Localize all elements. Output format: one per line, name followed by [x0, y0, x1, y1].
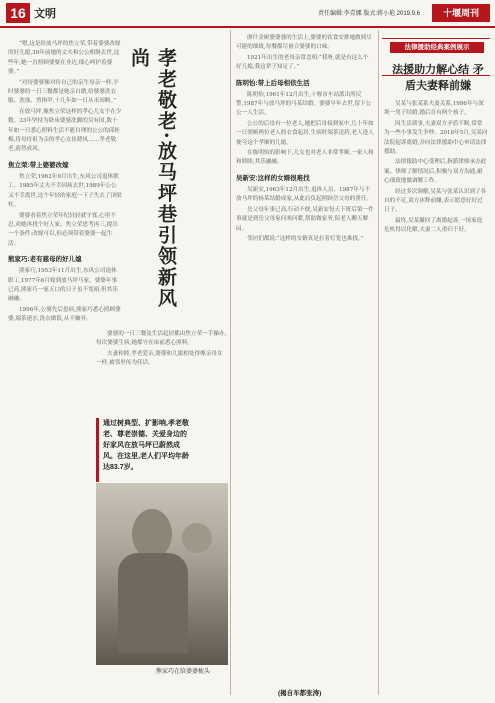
page-header [0, 0, 495, 28]
col3-paragraph: 在陈明怡的影响下,儿女也对老人非常孝顺,一家人和和睦睦,其乐融融。 [236, 150, 374, 166]
col3-paragraph: 吴新安,1963年12月出生,退休人员。1987年与不放马坪的杨某结婚成家,从此肩负起照顾岳父母的重任。 [236, 186, 373, 203]
col4-paragraph: 最终,吴某撤回了离婚起诉,一场家庭危机得以化解,夫妻二人重归于好。 [384, 217, 483, 234]
law-headline: 法援助力解心结 矛盾夫妻释前嫌 [392, 63, 484, 92]
col3-paragraph: 1921年出生的老母亲常念叨:“我呀,就是有这么个好儿媳,我这辈子知足了。” [236, 54, 369, 71]
editor-credits: 责任编辑:李壹娜 版式:蒋小艳 2019.9.6 [318, 11, 421, 17]
col4-paragraph: 因生活琐事,夫妻双方矛盾不断,常常为一些小事发生争吵。2018年5月,吴某向法院起诉离婚,并向法律援助中心申请法律援助。 [384, 120, 488, 156]
column-divider [378, 30, 379, 695]
col2-paragraph: 夫妻和睦,孝老爱亲,婆婆和儿媳相处得像亲母女一样,被邻里传为佳话。 [96, 350, 223, 367]
col1-paragraph: “对待婆婆像对待自己的亲生母亲一样,平时婆婆的一日三餐都是她亲自做,给婆婆洗衣服、洗澡、剪指甲,十几年如一日从未间断。” [8, 79, 119, 105]
col1-paragraph: 焦立荣,1962年9月出生,东风公司退休职工。1985年丈夫不幸因病去世,1989年公公又不幸离世,这个年轻的家庭一下子失去了顶梁柱。 [8, 173, 122, 209]
col4-paragraph: 法律援助中心受理后,指派律师承办此案。律师了解情况后,积极与双方沟通,耐心细致地做调解工作。 [384, 159, 487, 185]
section-name: 文明 [34, 8, 56, 20]
page-number: 16 [6, 3, 30, 23]
main-headline: 孝老敬老·放马坪巷引领新风尚 [128, 48, 177, 309]
col3-subhead-1: 陈明怡:带上后母相依生活 [236, 79, 310, 87]
col1-paragraph: 婆婆看着焦立荣年纪轻轻就守寡,心里不忍,劝她再找个好人家。焦立荣思考再三,提出一个条件:改嫁可以,但必须带着婆婆一起生活。 [8, 212, 118, 247]
col3-paragraph: 廖什金顾婆婆婆的生活上,婆婆的饮食安排她做到尽可能的细致,每餐都尽量合婆婆的口味。 [236, 35, 372, 51]
column-3 [236, 34, 374, 245]
column-2 [96, 330, 228, 370]
photo-figure-secondary [182, 523, 212, 553]
col1-paragraph: 熊家巧,1953年11月出生,东风公司退休职工,1977年6月嫁到放马坪马家。婆婆年事已高,熊家巧一家五口的日子虽不宽裕,但其乐融融。 [8, 268, 118, 303]
col4-paragraph: 经过多次调解,吴某与张某认识到了各自的不足,双方冰释前嫌,表示愿意好好过日子。 [384, 188, 487, 214]
masthead: 十堰周刊 [432, 4, 490, 22]
col3-paragraph: 岳父母年事已高,行动不便,吴新安每天下班后第一件事就是到岳父母家问寒问暖,帮助做家务,陪老人聊天解闷。 [236, 206, 374, 232]
col3-subhead-2: 吴新安:这样的女婿很难找 [236, 174, 310, 182]
col3-paragraph: 公公的后母有一位老人,她把后母接到家中,几十年如一日照顾两位老人的衣食起居,生病时端茶送药,老人逢人便夸这个孝顺的儿媳。 [236, 120, 374, 146]
col1-paragraph: 1996年,公婆先后患病,熊家巧悉心照顾婆婆,端茶递水,洗衣做饭,从不嫌弃。 [8, 306, 121, 323]
column-1 [8, 40, 122, 326]
col2-paragraph: 婆婆的一日三餐及生活起居都由焦立荣一手操办,每次婆婆生病,她都守在床前悉心照料。 [96, 331, 227, 347]
col3-paragraph: 陈明怡,1961年12月出生,十堰市车站派出所民警,1987年与放马坪的马某结婚。婆婆早年去世,留下公公一人生活。 [236, 91, 372, 117]
photo-figure-body [118, 553, 188, 653]
col1-subhead-1: 焦立荣:带上婆婆改嫁 [8, 161, 69, 169]
photo-caption: 熊家巧在给婆婆梳头 [155, 669, 210, 675]
col1-paragraph: “嗯,这是给放马坪的焦立荣,带着婆婆改嫁的好儿媳,30年前她的丈夫和公公相继去世,这些年,她一直照顾婆婆在身边,细心呵护着婆婆。” [8, 41, 121, 76]
article-credit: (揭自车都张涛) [278, 690, 322, 697]
photo-caption-box: 通过树典型、扩影响,孝老敬老、尊老崇德、关爱身边的好家风在放马坪已蔚然成风。在这里,老人们平均年龄达83.7岁。 [96, 418, 191, 482]
col4-paragraph: 吴某与张某系夫妻关系,1996年与深圳一男子结婚,婚后育有两个孩子。 [384, 101, 484, 117]
column-divider [230, 30, 231, 695]
photo-figure-head [132, 509, 172, 559]
col1-subhead-2: 熊家巧:老有慈母的好儿媳 [8, 256, 82, 264]
col1-paragraph: 在放马坪,像焦立荣这样的孝心儿女不在少数。33年坚持为卧床婆婆洗脚的吴有国,数十年如一日悉心照料生活不能自理的公公的邱桂梅,将母待祖为亲的孝心女崔晓凤……孝老敬老,蔚然成风。 [8, 108, 122, 153]
family-photo [96, 483, 228, 665]
col3-paragraph: 邻居们都说:“这样的女婿真是打着灯笼也难找。” [247, 235, 364, 242]
law-section-label: 法律援助经典案例展示 [390, 42, 484, 53]
column-4 [384, 100, 488, 237]
